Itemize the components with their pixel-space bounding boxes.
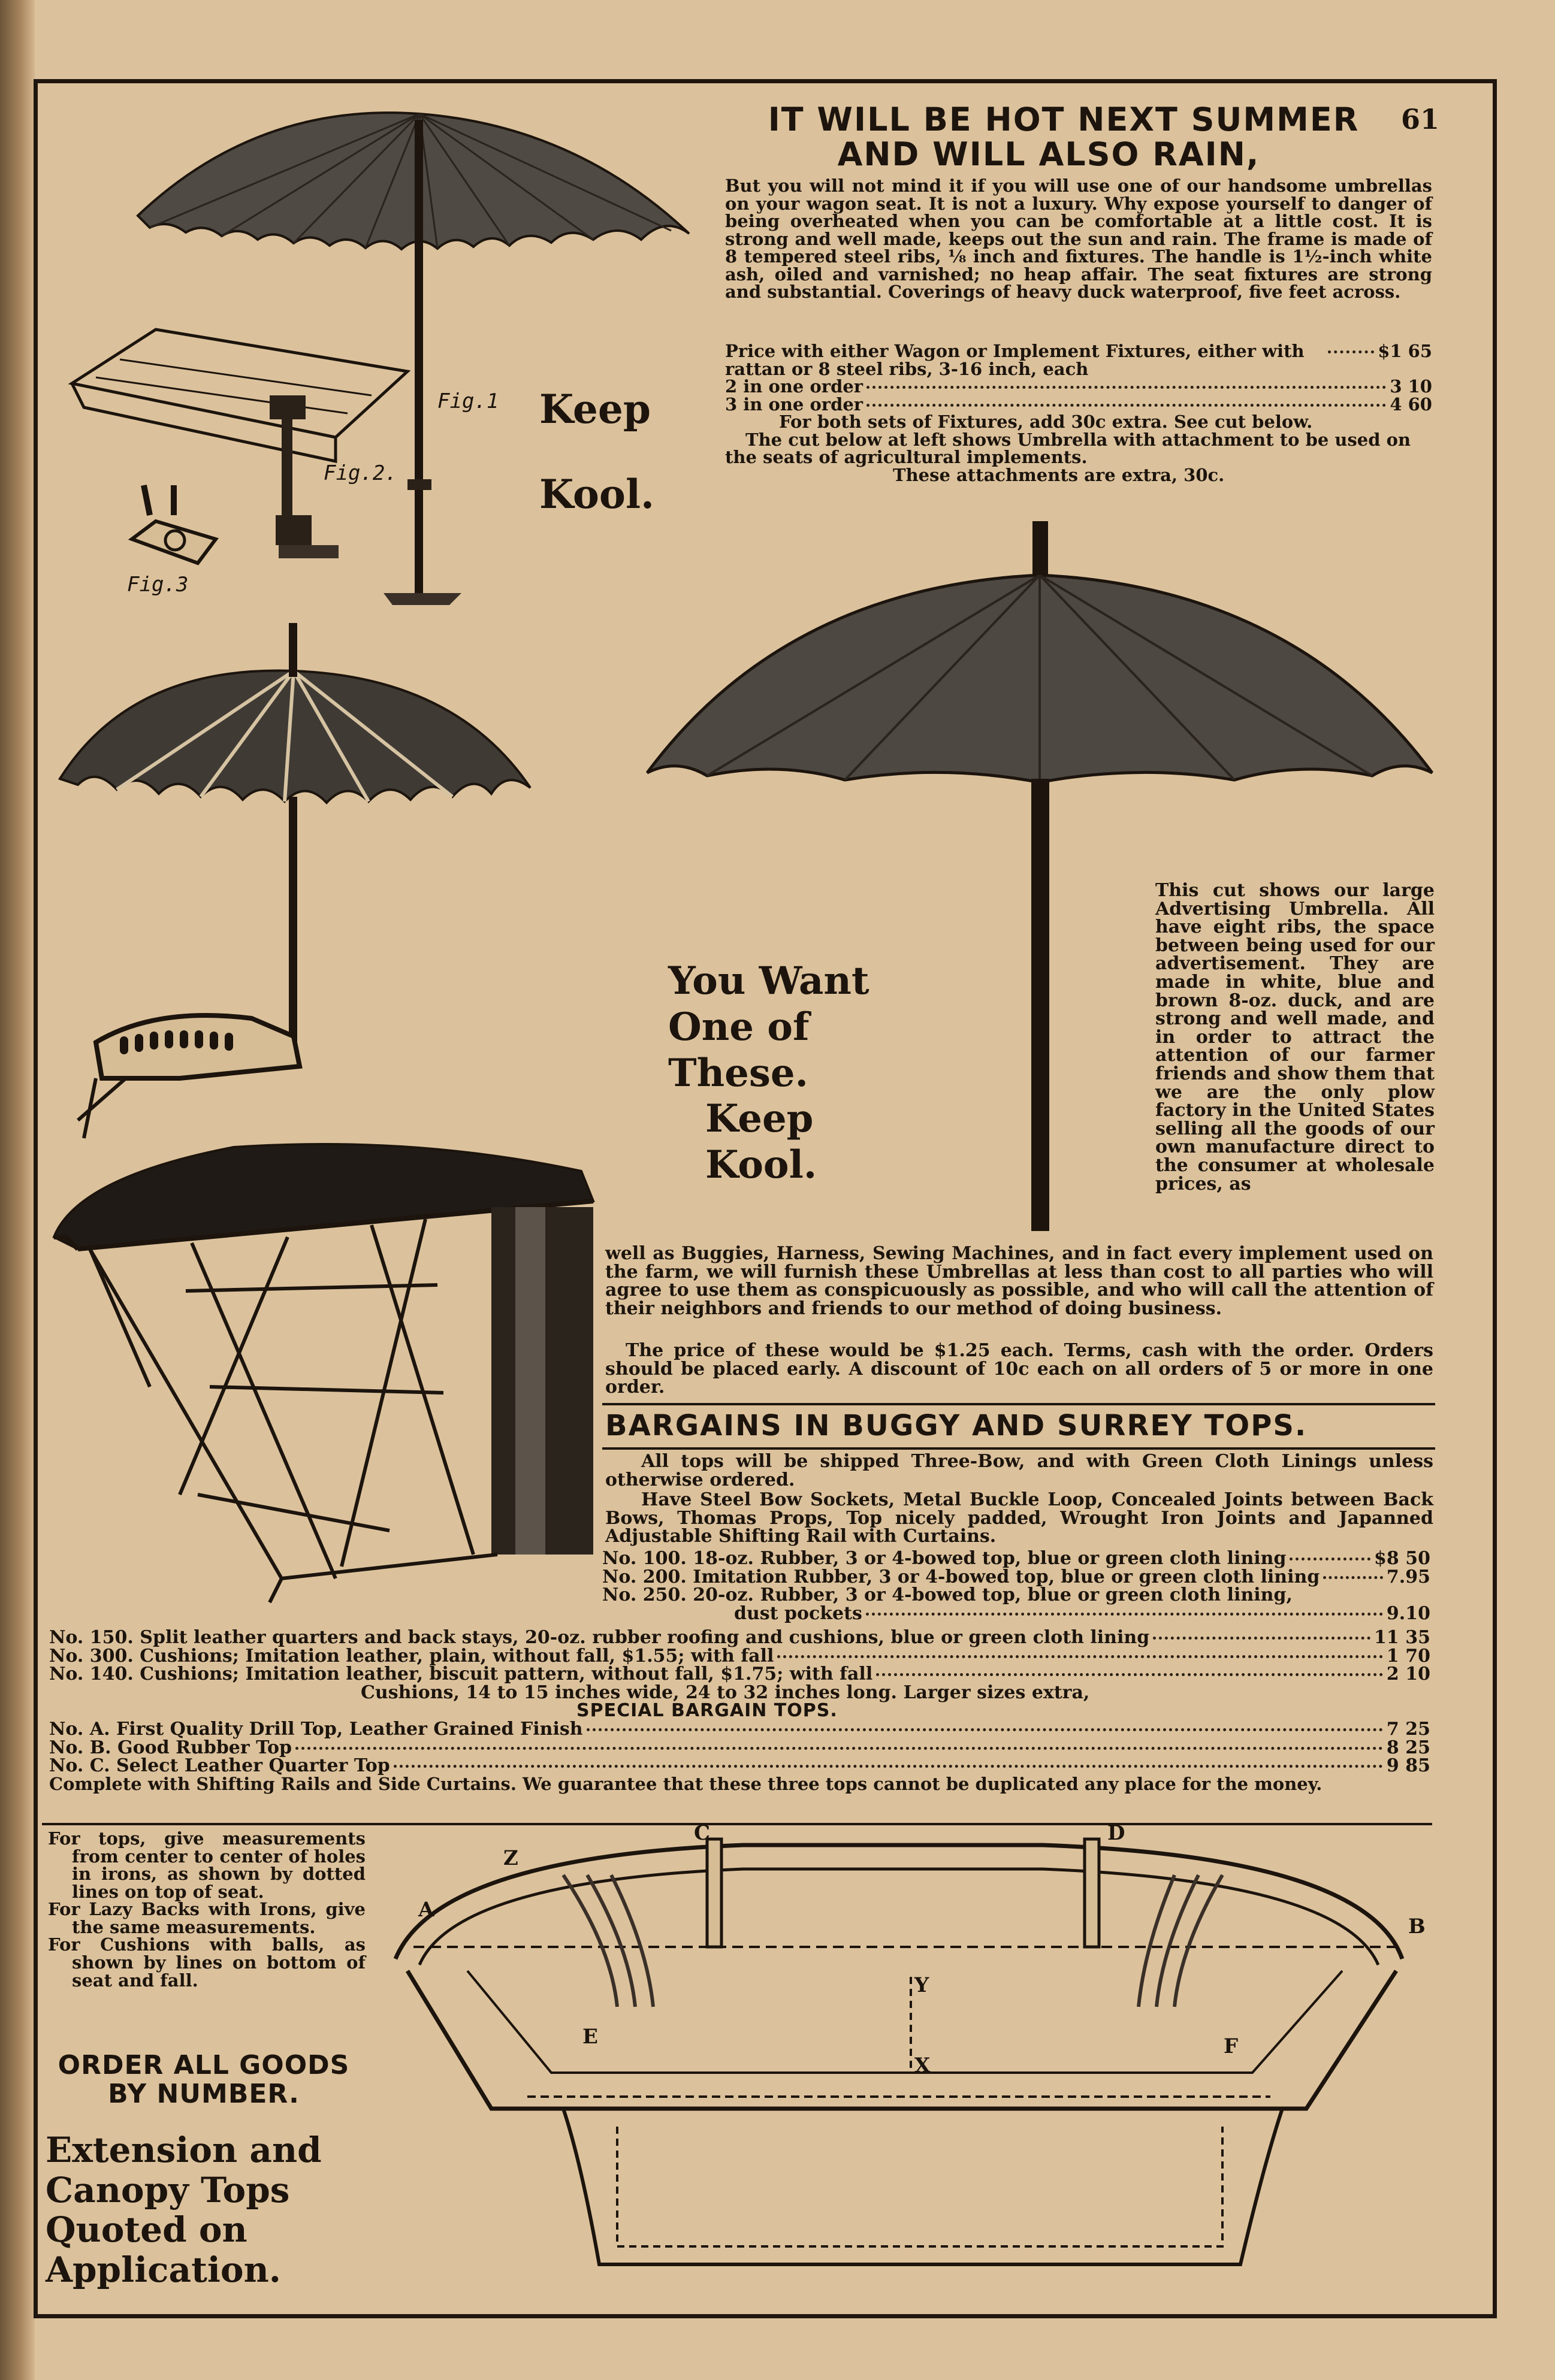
both-fixtures-note: For both sets of Fixtures, add 30c extra. See cut below. <box>779 412 1313 433</box>
attachments-note: These attachments are extra, 30c. <box>893 465 1225 486</box>
page-number: 61 <box>1401 103 1440 135</box>
advertising-price: The price of these would be $1.25 each. Terms, cash with the order. Orders should be placed early. A discount of 10c each on all orders of 5 or more in one order. <box>605 1340 1433 1398</box>
measure-lazy: For Lazy Backs with Irons, give the same measurements. <box>48 1899 366 1937</box>
list-item: No. C. Select Leather Quarter Top 9 85 <box>49 1755 1430 1777</box>
fig3-caption: Fig.3 <box>127 573 189 597</box>
divider <box>602 1447 1435 1450</box>
price-row-two: 2 in one order 3 10 <box>725 376 1432 397</box>
order-by-number: ORDER ALL GOODS BY NUMBER. <box>58 2050 350 2110</box>
fig1-caption: Fig.1 <box>437 389 499 413</box>
book-spine-edge <box>0 0 35 2380</box>
kool-label: Kool. <box>539 471 655 518</box>
seat-label-f: F <box>1224 2034 1239 2058</box>
extension-canopy-note: Extension and Canopy Tops Quoted on Application. <box>46 2130 322 2291</box>
seat-label-c: C <box>694 1821 711 1845</box>
special-bargain-heading: SPECIAL BARGAIN TOPS. <box>576 1700 838 1722</box>
price-single: $1 65 <box>1378 341 1432 361</box>
measure-cushions: For Cushions with balls, as shown by lines on bottom of seat and fall. <box>48 1934 366 1991</box>
tops-list-lower <box>49 1629 1430 1793</box>
tops-list-upper <box>602 1550 1430 1623</box>
divider <box>42 1823 1432 1825</box>
you-want-block: You Want One of These. Keep Kool. <box>668 958 869 1188</box>
buggy-top-illustration <box>54 1135 605 1614</box>
bargains-title: BARGAINS IN BUGGY AND SURREY TOPS. <box>605 1409 1308 1442</box>
fig2-caption: Fig.2. <box>324 461 397 485</box>
list-item: No. 200. Imitation Rubber, 3 or 4-bowed top, blue or green cloth lining 7.95 <box>602 1566 1430 1587</box>
keep-label: Keep <box>539 386 651 433</box>
seat-label-y: Y <box>914 1973 929 1997</box>
cut-note: The cut below at left shows Umbrella with attachment to be used on the seats of agricultural implements. <box>725 429 1411 468</box>
list-item: No. 150. Split leather quarters and back stays, 20-oz. rubber roofing and cushions, blue or green cloth lining 11 35 <box>49 1627 1430 1648</box>
measure-notes <box>48 1830 366 1989</box>
divider <box>602 1403 1435 1405</box>
seat-label-b: B <box>1408 1915 1426 1939</box>
price-row-three: 3 in one order 4 60 <box>725 394 1432 415</box>
list-item: dust pockets 9.10 <box>734 1602 1430 1624</box>
price-table <box>725 343 1432 485</box>
intro-body: But you will not mind it if you will use one of our handsome umbrellas on your wagon seat. It is not a luxury. Why expose yourself to danger of being overheated when you can be comfortable at a little cost. It is strong and well made, keeps out the sun and rain. The frame is made of 8 tempered steel ribs, ⅛ inch and fixtures. The handle is 1½-inch white ash, oiled and varnished; no heap affair. The seat fixtures are strong and substantial. Coverings of heavy duck waterproof, five feet across. <box>725 176 1432 303</box>
bargains-shipped: All tops will be shipped Three-Bow, and with Green Cloth Linings unless otherwise ordered. <box>605 1451 1433 1490</box>
price-row-label: Price with either Wagon or Implement Fixtures, either with rattan or 8 steel ribs, 3-16 inch, each <box>725 341 1305 379</box>
measure-tops: For tops, give measurements from center to center of holes in irons, as shown by dotted lines on top of seat. <box>48 1828 366 1902</box>
price-two: 3 10 <box>1390 376 1432 397</box>
fig3-clamp-illustration <box>132 479 228 575</box>
list-item: No. 300. Cushions; Imitation leather, plain, without fall, $1.55; with fall 1 70 <box>49 1645 1430 1667</box>
price-three: 4 60 <box>1390 394 1432 415</box>
seat-measurement-diagram <box>384 1827 1438 2306</box>
cushions-size-note: Cushions, 14 to 15 inches wide, 24 to 32 inches long. Larger sizes extra, <box>361 1682 1090 1703</box>
list-item: No. A. First Quality Drill Top, Leather Grained Finish 7 25 <box>49 1718 1430 1740</box>
advertising-continued: well as Buggies, Harness, Sewing Machines, and in fact every implement used on the farm, we will furnish these Umbrellas at less than cost to all parties who will agree to use them as conspicuously as possible, and who will call the attention of their neighbors and friends to our method of doing business. <box>605 1243 1433 1319</box>
headline-line-1: IT WILL BE HOT NEXT SUMMER <box>768 101 1360 138</box>
bargains-features: Have Steel Bow Sockets, Metal Buckle Loop, Concealed Joints between Back Bows, Thomas Props, Top nicely padded, Wrought Iron Joints and Japanned Adjustable Shifting Rail with Curtains. <box>605 1489 1433 1547</box>
seat-label-d: D <box>1107 1821 1125 1845</box>
implement-umbrella-illustration <box>60 623 539 1150</box>
list-item: No. 250. 20-oz. Rubber, 3 or 4-bowed top, blue or green cloth lining, <box>602 1584 1293 1606</box>
advertising-umbrella-text: This cut shows our large Advertising Umbrella. All have eight ribs, the space between being used for our advertisement. They are made in white, blue and brown 8-oz. duck, and are strong and well made, and in order to attract the attention of our farmer friends and show them that we are the only plow factory in the United States selling all the goods of our own manufacture direct to the consumer at wholesale prices, as <box>1155 880 1435 1194</box>
list-item: No. 100. 18-oz. Rubber, 3 or 4-bowed top, blue or green cloth lining $8 50 <box>602 1548 1430 1569</box>
guarantee-line: Complete with Shifting Rails and Side Curtains. We guarantee that these three tops cannot be duplicated any place for the money. <box>49 1773 1322 1794</box>
price-row-single <box>725 343 1432 378</box>
seat-label-x: X <box>914 2054 931 2077</box>
headline-line-2: AND WILL ALSO RAIN, <box>837 135 1260 173</box>
seat-label-e: E <box>582 2025 598 2049</box>
list-item: No. B. Good Rubber Top 8 25 <box>49 1737 1430 1758</box>
list-item: No. 140. Cushions; Imitation leather, biscuit pattern, without fall, $1.75; with fall 2 10 <box>49 1664 1430 1685</box>
seat-label-z: Z <box>503 1846 518 1870</box>
fig2-seat-fixture-illustration <box>72 317 455 569</box>
seat-label-a: A <box>418 1898 434 1922</box>
